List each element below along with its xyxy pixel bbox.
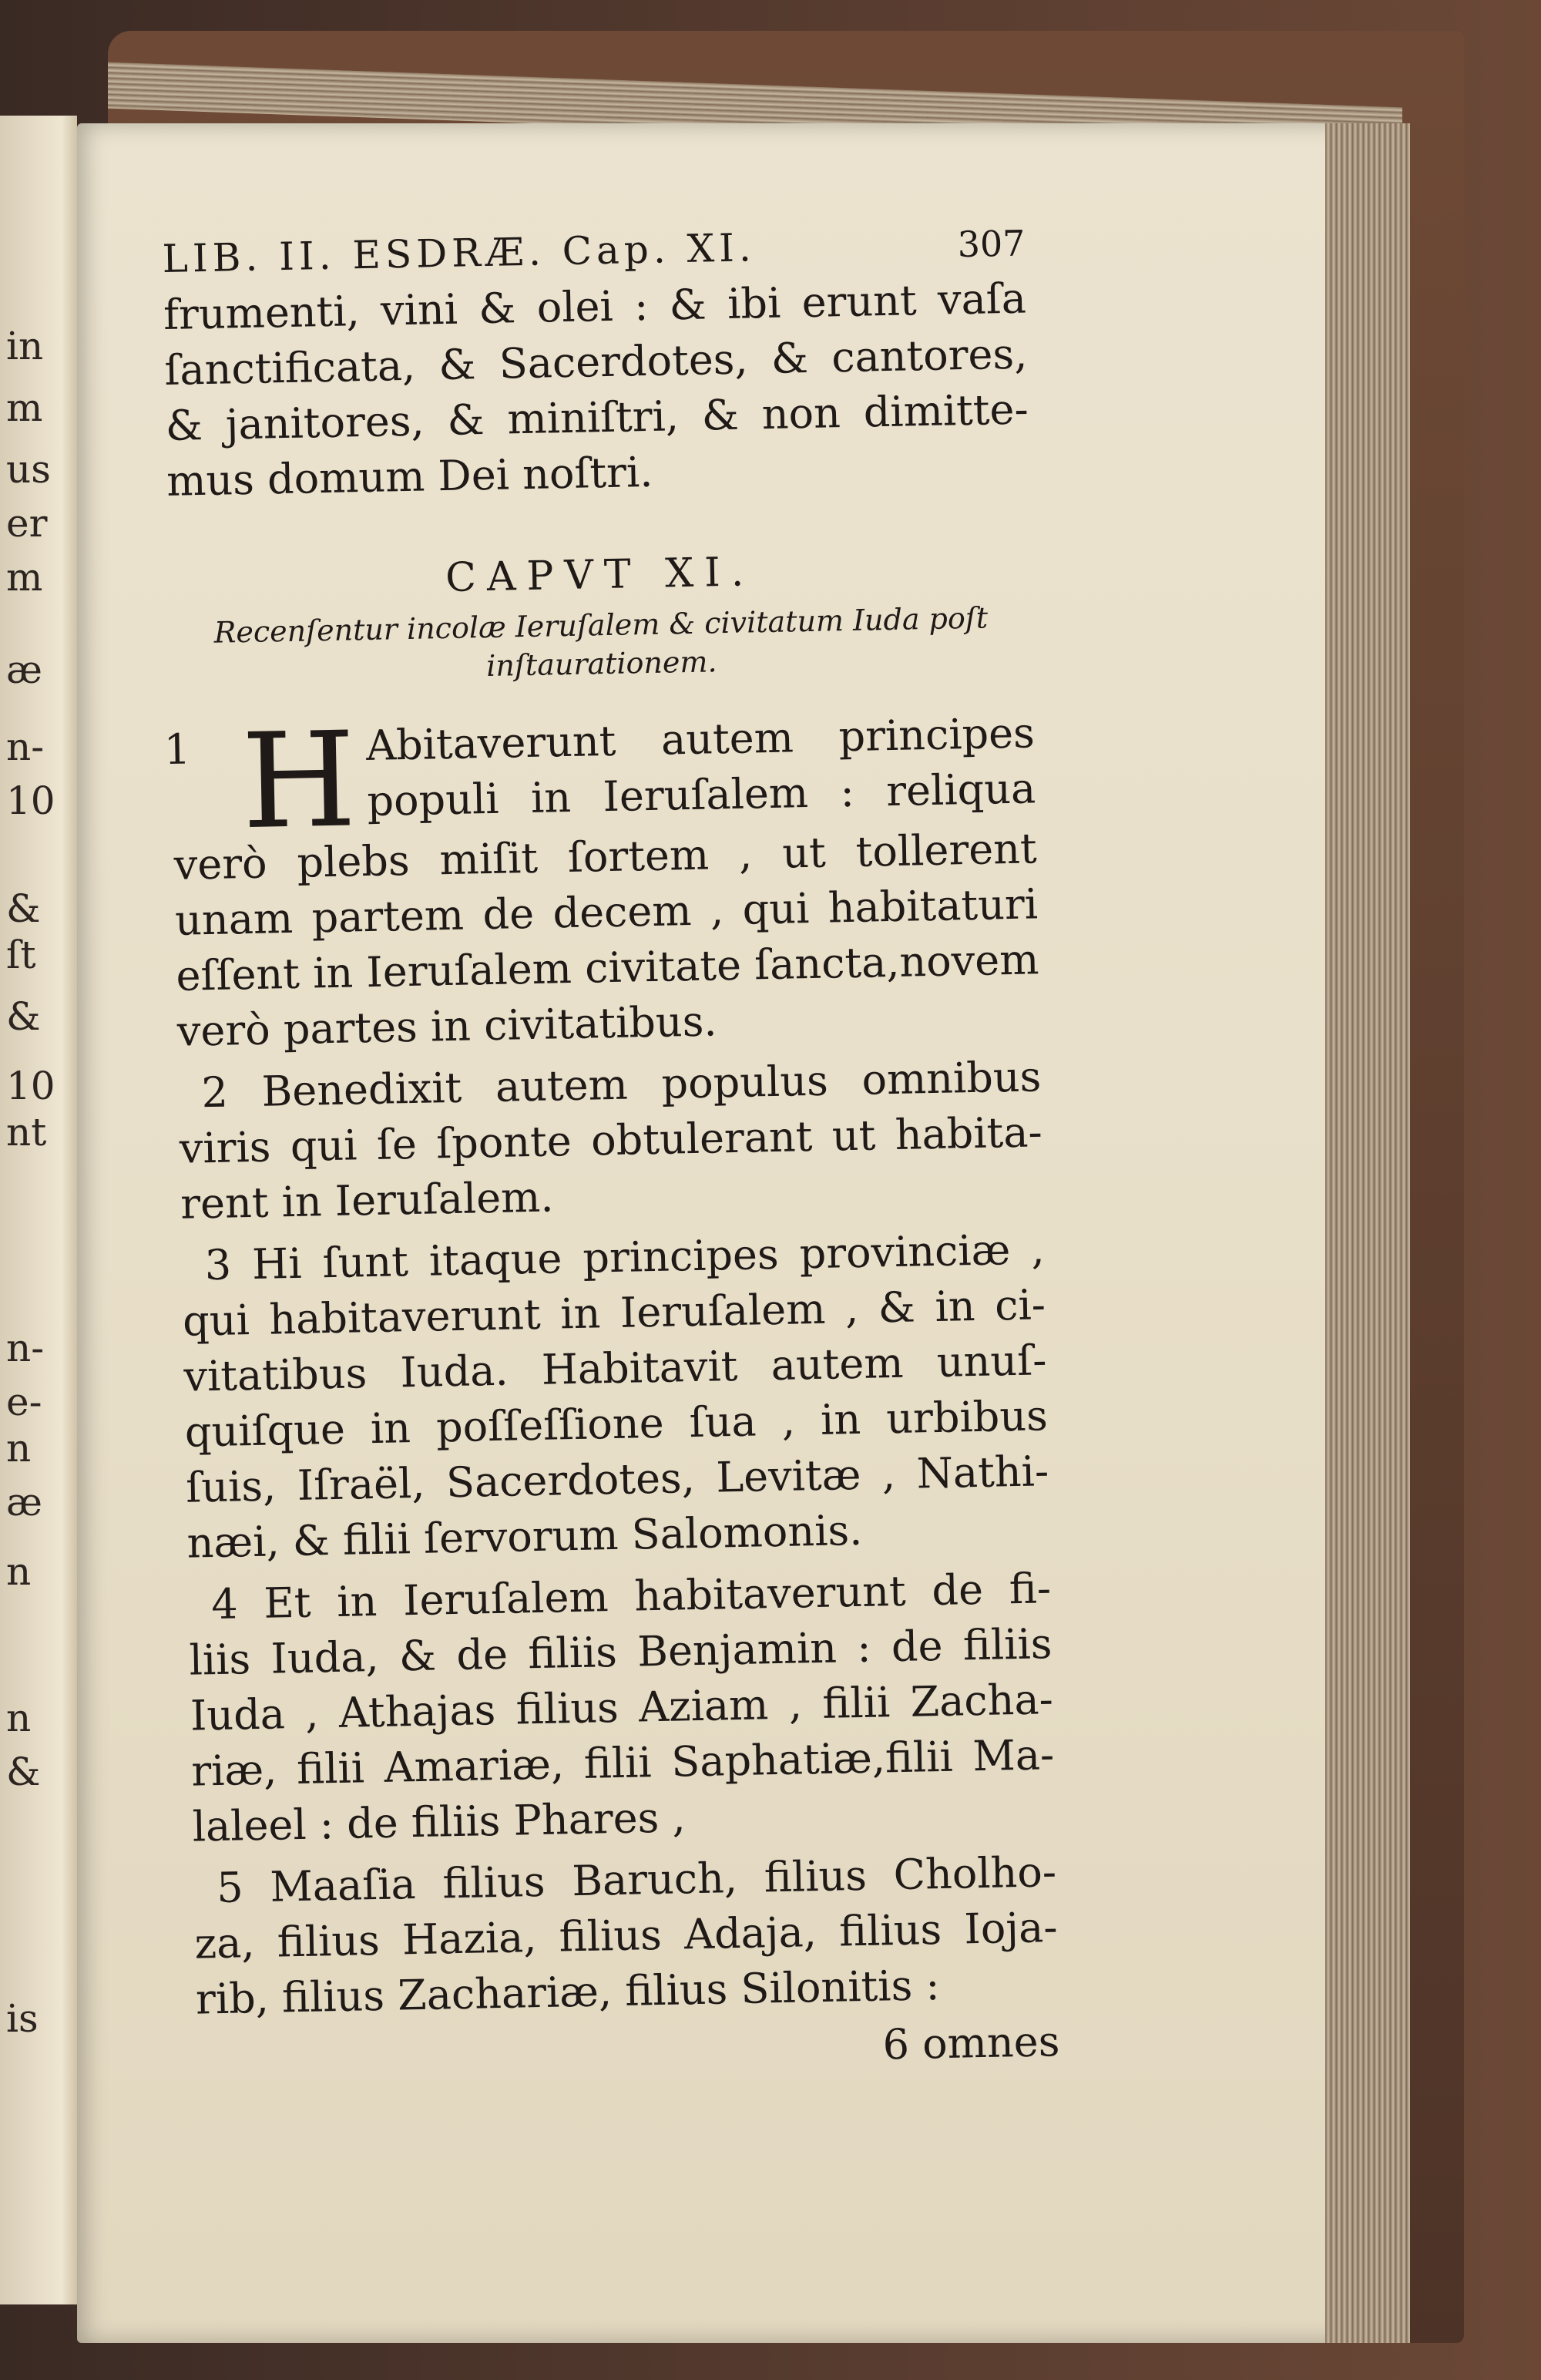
text-line: ſanctificata, & Sacerdotes, & cantores, <box>163 329 1028 395</box>
verse <box>188 1561 1056 1854</box>
left-page-fragment: e- <box>6 1380 42 1424</box>
chapter-summary <box>170 597 1034 691</box>
text-line: eſſent in Ieruſalem civitate ſancta,novem <box>175 935 1039 1000</box>
verse <box>178 1049 1044 1232</box>
text-line: verò partes in civitatibus. <box>176 997 718 1056</box>
page-stack-right-edge <box>1325 123 1410 2343</box>
left-page-fragment: n- <box>6 1326 45 1370</box>
left-page-edge <box>0 116 77 2304</box>
text-line: rent in Ieruſalem. <box>180 1172 555 1229</box>
summary-line: Recenſentur incolæ Ieruſalem & civitatum Iuda poſt <box>213 600 989 650</box>
left-page-fragment: & <box>6 994 41 1039</box>
left-page-fragment: & <box>6 886 41 931</box>
text-line: mus domum Dei noſtri. <box>166 447 653 506</box>
text-line: laleel : de filiis Phares , <box>192 1793 687 1851</box>
summary-line: inſtaurationem. <box>485 644 717 684</box>
left-page-fragment: m <box>6 385 43 430</box>
left-page-fragment: us <box>6 447 51 492</box>
text-line: za, filius Hazia, filius Adaja, filius Ioja- <box>194 1903 1059 1968</box>
chapter-heading: CAPVT XI. <box>445 549 755 602</box>
text-line: Abitaverunt autem principes <box>365 708 1036 771</box>
left-page-fragment: n- <box>6 724 45 769</box>
left-page-fragment: æ <box>6 647 42 692</box>
text-line: liis Iuda, & de filiis Benjamin : de filiis <box>188 1619 1053 1685</box>
continuation-text <box>163 271 1029 509</box>
text-line: Iuda , Athajas filius Aziam , filii Zacha- <box>190 1675 1054 1740</box>
left-page-fragment: n <box>6 1549 32 1594</box>
text-line: qui habitaverunt in Ieruſalem , & in ci- <box>182 1280 1046 1346</box>
text-line: quiſque in poſſeſſione ſua , in urbibus <box>184 1391 1049 1457</box>
left-page-fragment: 10 <box>6 1064 55 1108</box>
text-line: 4 Et in Ieruſalem habitaverunt de fi- <box>210 1564 1052 1629</box>
text-line: 5 Maaſia filius Baruch, filius Cholho- <box>216 1847 1057 1913</box>
left-page-fragment: n <box>6 1696 32 1740</box>
running-head-title: LIB. II. ESDRÆ. Cap. XI. <box>162 225 757 281</box>
left-page-fragment: æ <box>6 1480 42 1524</box>
left-page-fragment: is <box>6 1996 39 2041</box>
text-line: 2 Benedixit autem populus omnibus <box>200 1052 1042 1118</box>
text-line: viris qui ſe ſponte obtulerant ut habita- <box>179 1108 1043 1173</box>
drop-cap: H <box>240 704 358 859</box>
left-page-fragment: in <box>6 324 44 368</box>
catchword: 6 omnes <box>882 2017 1060 2069</box>
text-line: populi in Ieruſalem : reliqua <box>366 764 1036 826</box>
verses <box>178 1049 1059 2027</box>
left-page-fragment: nt <box>6 1110 47 1155</box>
text-line: riæ, filii Amariæ, filii Saphatiæ,filii Ma- <box>190 1730 1055 1796</box>
left-page-fragment: 10 <box>6 778 55 823</box>
left-page-fragment: & <box>6 1750 41 1794</box>
left-page-fragment: m <box>6 555 43 600</box>
verse-number: 1 <box>163 724 191 775</box>
text-line: unam partem de decem , qui habitaturi <box>174 879 1039 945</box>
page-text <box>162 214 1060 2086</box>
text-line: næi, & filii ſervorum Salomonis. <box>186 1505 863 1568</box>
text-line: & janitores, & miniſtri, & non dimitte- <box>165 385 1029 450</box>
verse <box>193 1844 1059 2027</box>
verse-1 <box>163 704 1040 1059</box>
text-line: vitatibus Iuda. Habitavit autem unuſ- <box>183 1336 1047 1401</box>
left-page-fragment: ſt <box>6 933 36 977</box>
text-line: verò plebs miſit ſortem , ut tollerent <box>173 824 1038 889</box>
left-page-fragment: n <box>6 1426 32 1471</box>
page-number: 307 <box>957 222 1026 266</box>
verse <box>181 1222 1050 1571</box>
text-line: 3 Hi ſunt itaque principes provinciæ , <box>204 1225 1046 1290</box>
text-line: frumenti, vini & olei : & ibi erunt vaſa <box>163 274 1027 339</box>
text-line: rib, filius Zachariæ, filius Silonitis : <box>195 1961 941 2024</box>
left-page-fragment: er <box>6 501 48 546</box>
text-line: ſuis, Iſraël, Sacerdotes, Levitæ , Nathi- <box>185 1447 1049 1512</box>
